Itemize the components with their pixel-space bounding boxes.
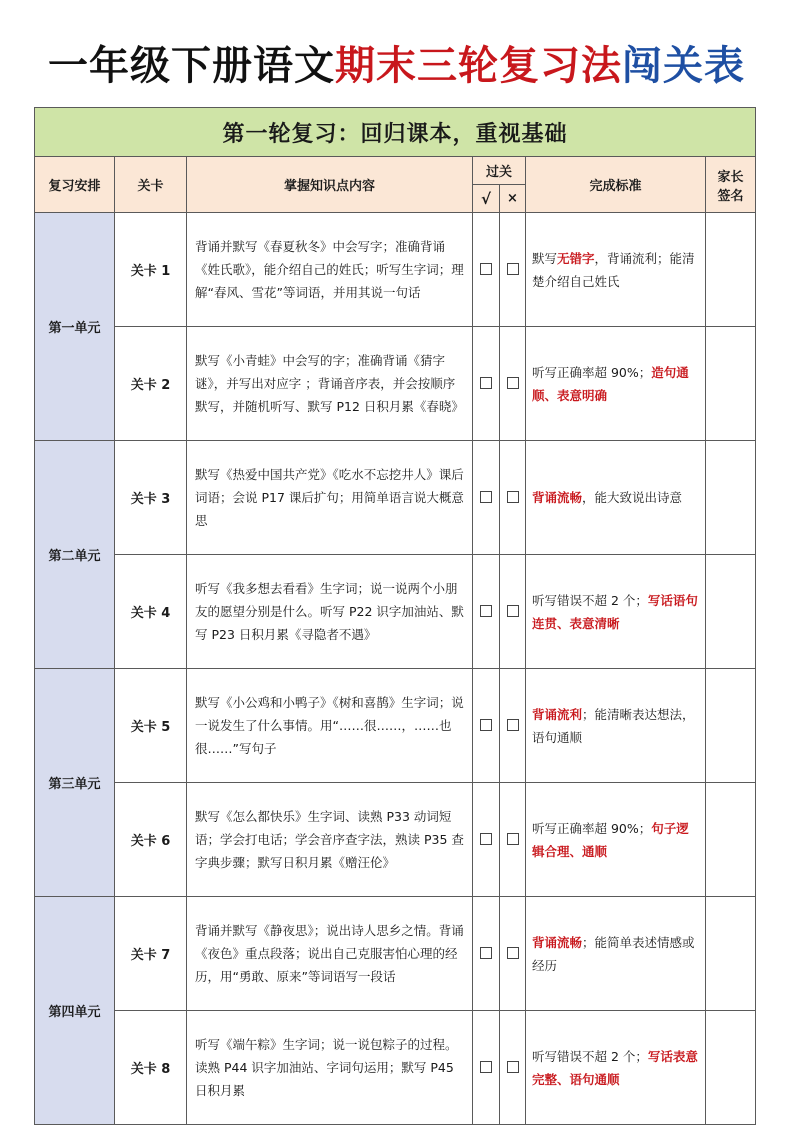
- parent-sign-cell[interactable]: [706, 669, 756, 783]
- standard-text: 默写: [532, 250, 558, 266]
- table-row: [35, 213, 756, 327]
- completion-standard: [526, 897, 706, 1011]
- pass-no-checkbox[interactable]: [507, 491, 519, 503]
- header-content: 掌握知识点内容: [187, 157, 473, 213]
- pass-no-cell: [500, 1011, 526, 1125]
- title-part-1: 一年级下册语文: [48, 43, 335, 89]
- standard-highlight: 背诵流利: [532, 706, 583, 722]
- header-schedule: 复习安排: [35, 157, 115, 213]
- standard-text: ；能清晰表达想法，语句通顺: [532, 706, 695, 745]
- unit-label: 第四单元: [35, 897, 115, 1125]
- table-row: [35, 327, 756, 441]
- standard-text: ，背诵流利；能清楚介绍自己姓氏: [532, 250, 695, 289]
- unit-label: 第三单元: [35, 669, 115, 897]
- completion-standard: [526, 783, 706, 897]
- pass-yes-checkbox[interactable]: [480, 947, 492, 959]
- header-sign-line-2: 签名: [717, 188, 744, 204]
- gate-label: 关卡 7: [115, 897, 187, 1011]
- unit-label: 第二单元: [35, 441, 115, 669]
- table-row: [35, 441, 756, 555]
- pass-no-checkbox[interactable]: [507, 1061, 519, 1073]
- gate-label: 关卡 6: [115, 783, 187, 897]
- pass-yes-checkbox[interactable]: [480, 491, 492, 503]
- pass-yes-checkbox[interactable]: [480, 263, 492, 275]
- pass-no-checkbox[interactable]: [507, 947, 519, 959]
- standard-text: 听写错误不超 2 个；: [532, 592, 648, 608]
- table-row: [35, 897, 756, 1011]
- pass-no-checkbox[interactable]: [507, 833, 519, 845]
- pass-no-cell: [500, 213, 526, 327]
- pass-yes-checkbox[interactable]: [480, 605, 492, 617]
- pass-yes-checkbox[interactable]: [480, 1061, 492, 1073]
- gate-label: 关卡 1: [115, 213, 187, 327]
- pass-yes-checkbox[interactable]: [480, 833, 492, 845]
- knowledge-content: 听写《我多想去看看》生字词；说一说两个小朋友的愿望分别是什么。听写 P22 识字加油站、默写 P23 日积月累《寻隐者不遇》: [187, 555, 473, 669]
- standard-text: ；能简单表述情感或经历: [532, 934, 695, 973]
- header-pass-no: ×: [500, 185, 526, 213]
- title-part-3: 闯关表: [622, 43, 745, 89]
- table-row: [35, 669, 756, 783]
- pass-no-checkbox[interactable]: [507, 377, 519, 389]
- header-pass: 过关: [473, 157, 526, 185]
- knowledge-content: 背诵并默写《春夏秋冬》中会写字；准确背诵《姓氏歌》，能介绍自己的姓氏；听写生字词；理解“春风、雪花”等词语，并用其说一句话: [187, 213, 473, 327]
- completion-standard: [526, 555, 706, 669]
- pass-yes-cell: [473, 555, 500, 669]
- standard-highlight: 写话表意完整、语句通顺: [532, 1048, 698, 1087]
- pass-yes-cell: [473, 783, 500, 897]
- parent-sign-cell[interactable]: [706, 1011, 756, 1125]
- pass-yes-cell: [473, 897, 500, 1011]
- standard-text: 听写错误不超 2 个；: [532, 1048, 648, 1064]
- header-standard: 完成标准: [526, 157, 706, 213]
- knowledge-content: 默写《小公鸡和小鸭子》《树和喜鹊》生字词；说一说发生了什么事情。用“……很……，……也很……”写句子: [187, 669, 473, 783]
- pass-no-cell: [500, 783, 526, 897]
- completion-standard: [526, 441, 706, 555]
- pass-no-cell: [500, 441, 526, 555]
- knowledge-content: 默写《热爱中国共产党》《吃水不忘挖井人》课后词语；会说 P17 课后扩句；用简单语言说大概意思: [187, 441, 473, 555]
- completion-standard: [526, 1011, 706, 1125]
- pass-no-cell: [500, 555, 526, 669]
- standard-highlight: 无错字: [557, 250, 595, 266]
- gate-label: 关卡 5: [115, 669, 187, 783]
- header-gate: 关卡: [115, 157, 187, 213]
- header-sign: [706, 157, 756, 213]
- knowledge-content: 默写《怎么都快乐》生字词、读熟 P33 动词短语；学会打电话；学会音序查字法，熟读 P35 查字典步骤；默写日积月累《赠汪伦》: [187, 783, 473, 897]
- completion-standard: [526, 213, 706, 327]
- pass-yes-cell: [473, 669, 500, 783]
- completion-standard: [526, 327, 706, 441]
- pass-no-cell: [500, 669, 526, 783]
- knowledge-content: 听写《端午粽》生字词；说一说包粽子的过程。读熟 P44 识字加油站、字词句运用；默写 P45 日积月累: [187, 1011, 473, 1125]
- knowledge-content: 背诵并默写《静夜思》；说出诗人思乡之情。背诵《夜色》重点段落；说出自己克服害怕心理的经历，用“勇敢、原来”等词语写一段话: [187, 897, 473, 1011]
- pass-yes-checkbox[interactable]: [480, 719, 492, 731]
- pass-yes-cell: [473, 441, 500, 555]
- standard-text: 听写正确率超 90%；: [532, 820, 652, 836]
- table-row: [35, 783, 756, 897]
- gate-label: 关卡 4: [115, 555, 187, 669]
- pass-yes-cell: [473, 1011, 500, 1125]
- table-row: [35, 1011, 756, 1125]
- knowledge-content: 默写《小青蛙》中会写的字；准确背诵《猜字谜》，并写出对应字 ；背诵音序表，并会按顺序默写，并随机听写、默写 P12 日积月累《春晓》: [187, 327, 473, 441]
- pass-no-checkbox[interactable]: [507, 605, 519, 617]
- pass-no-checkbox[interactable]: [507, 719, 519, 731]
- pass-yes-cell: [473, 327, 500, 441]
- completion-standard: [526, 669, 706, 783]
- standard-highlight: 句子逻辑合理、通顺: [532, 820, 689, 859]
- header-row: [35, 157, 756, 185]
- parent-sign-cell[interactable]: [706, 441, 756, 555]
- table-row: [35, 555, 756, 669]
- parent-sign-cell[interactable]: [706, 555, 756, 669]
- review-table: [34, 107, 756, 1125]
- unit-label: 第一单元: [35, 213, 115, 441]
- title-part-2: 期末三轮复习法: [335, 43, 622, 89]
- round-banner-row: [35, 108, 756, 157]
- standard-highlight: 背诵流畅: [532, 934, 583, 950]
- standard-highlight: 背诵流畅: [532, 490, 583, 505]
- gate-label: 关卡 2: [115, 327, 187, 441]
- standard-text: 听写正确率超 90%；: [532, 364, 652, 380]
- pass-no-cell: [500, 897, 526, 1011]
- parent-sign-cell[interactable]: [706, 213, 756, 327]
- gate-label: 关卡 3: [115, 441, 187, 555]
- pass-no-cell: [500, 327, 526, 441]
- parent-sign-cell[interactable]: [706, 897, 756, 1011]
- standard-text: ，能大致说出诗意: [582, 490, 683, 505]
- page-title: [0, 38, 793, 94]
- standard-highlight: 写话语句连贯、表意清晰: [532, 592, 698, 631]
- header-pass-yes: √: [473, 185, 500, 213]
- pass-yes-cell: [473, 213, 500, 327]
- standard-highlight: 造句通顺、表意明确: [532, 364, 689, 403]
- parent-sign-cell[interactable]: [706, 783, 756, 897]
- gate-label: 关卡 8: [115, 1011, 187, 1125]
- header-sign-line-1: 家长: [717, 169, 744, 185]
- round-banner: 第一轮复习：回归课本，重视基础: [35, 108, 756, 157]
- pass-yes-checkbox[interactable]: [480, 377, 492, 389]
- parent-sign-cell[interactable]: [706, 327, 756, 441]
- pass-no-checkbox[interactable]: [507, 263, 519, 275]
